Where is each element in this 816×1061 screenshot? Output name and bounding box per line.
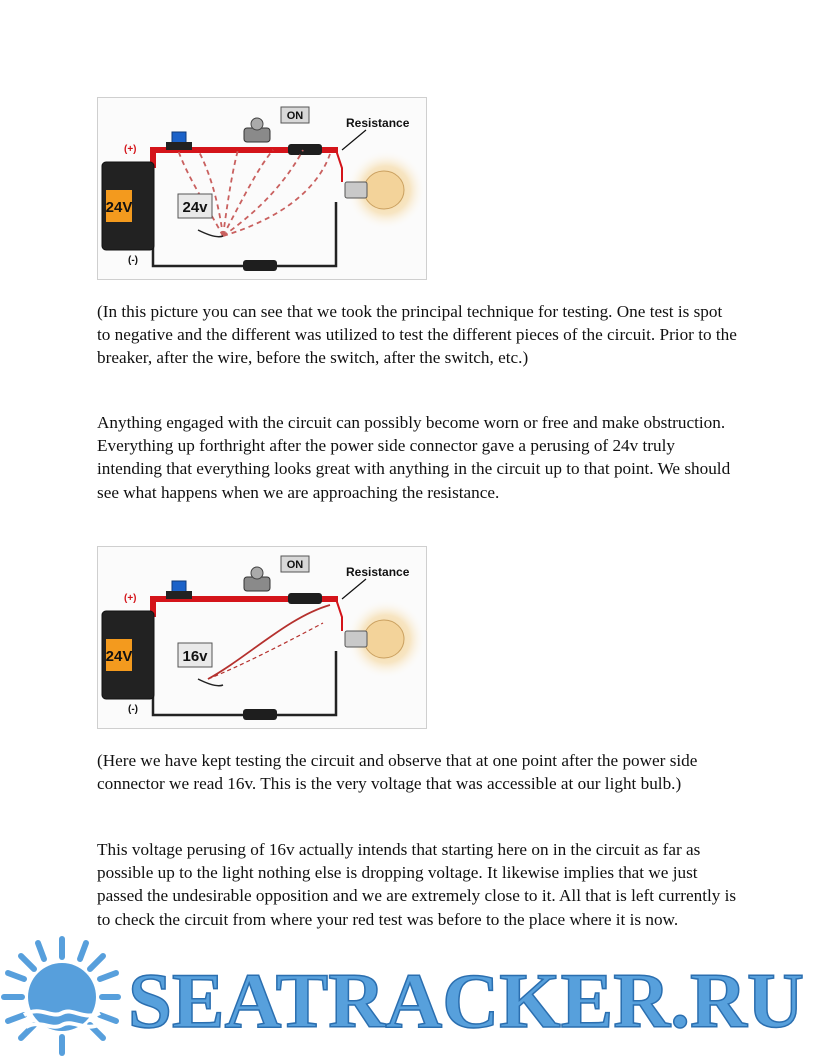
circuit-diagram-1 [97, 97, 427, 280]
battery-label: 24V [105, 199, 133, 216]
negative-label: (-) [128, 255, 138, 266]
positive-label: (+) [124, 593, 137, 604]
test-lead [208, 605, 330, 679]
resistance-label: Resistance [346, 116, 410, 130]
paragraph-3: (Here we have kept testing the circuit and observe that at one point after the power side connector we read 16v. This is the very voltage that was accessible at our light bulb.) [97, 751, 698, 794]
positive-label: (+) [124, 144, 137, 155]
paragraph-4: This voltage perusing of 16v actually intends that starting here on in the circuit as far as possible up to the light nothing else is dropping voltage. It likewise implies that we just passed the undesirable opposition and we are extremely close to it. All that is left currently is to check the circuit from where your red test was before to the place where it is now. [97, 840, 737, 929]
paragraph-2: Anything engaged with the circuit can possibly become worn or free and make obstruction. Everything up forthright after the power side connector gave a perusing of 24v truly intending that everything looks great with anything in the circuit up to that point. We should see what happens when we are approaching the resistance. [97, 413, 731, 502]
power-side-connector [288, 144, 322, 155]
bulb-socket [345, 182, 367, 198]
circuit-diagram-2 [97, 546, 427, 729]
light-bulb-icon [364, 171, 404, 209]
sun-logo-icon [4, 939, 118, 1053]
watermark [0, 935, 816, 1056]
watermark-text: SEATRACKER.RU [128, 957, 804, 1044]
test-leads [178, 150, 330, 236]
ground-connector [243, 260, 277, 271]
light-bulb-icon [364, 620, 404, 658]
paragraph-1: (In this picture you can see that we took the principal technique for testing. One test is spot to negative and the different was utilized to test the different pieces of the circuit. Prior to the breaker, after the wire, before the switch, after the switch, etc.) [97, 302, 737, 368]
resistance-label: Resistance [346, 565, 410, 579]
on-label: ON [286, 559, 304, 571]
on-label: ON [286, 110, 304, 122]
negative-label: (-) [128, 704, 138, 715]
meter-reading: 16v [182, 648, 208, 665]
battery-label: 24V [105, 648, 133, 665]
meter-reading: 24v [182, 199, 208, 216]
